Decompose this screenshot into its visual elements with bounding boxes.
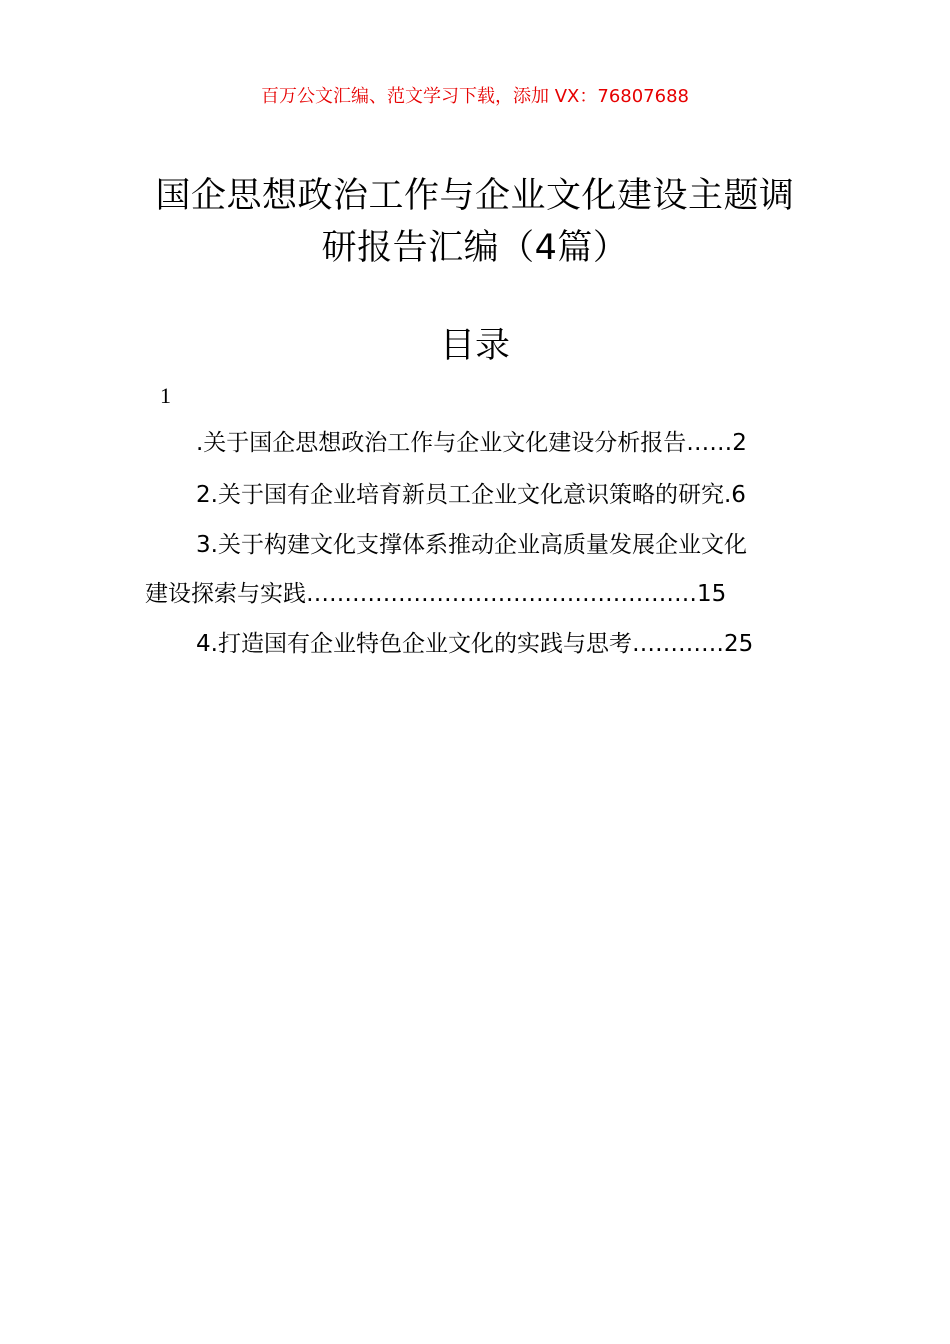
stray-list-number: 1 — [160, 383, 171, 408]
toc-entry-2[interactable]: 2.关于国有企业培育新员工企业文化意识策略的研究.6 — [196, 482, 746, 508]
document-title-line-2: 研报告汇编（4篇） — [321, 228, 629, 268]
toc-entry-1[interactable]: .关于国企思想政治工作与企业文化建设分析报告……2 — [196, 430, 747, 456]
document-title-line-1: 国企思想政治工作与企业文化建设主题调 — [155, 176, 795, 216]
toc-entry-3-line-1[interactable]: 3.关于构建文化支撑体系推动企业高质量发展企业文化 — [196, 532, 747, 558]
promo-banner-text: 百万公文汇编、范文学习下载，添加 VX：76807688 — [261, 86, 689, 107]
toc-heading: 目录 — [439, 326, 510, 366]
toc-entry-4[interactable]: 4.打造国有企业特色企业文化的实践与思考…………25 — [196, 631, 754, 657]
document-title — [120, 170, 830, 274]
toc-entry-3-line-2[interactable]: 建设探索与实践……………………………………………15 — [145, 581, 727, 607]
promo-banner — [0, 84, 950, 110]
